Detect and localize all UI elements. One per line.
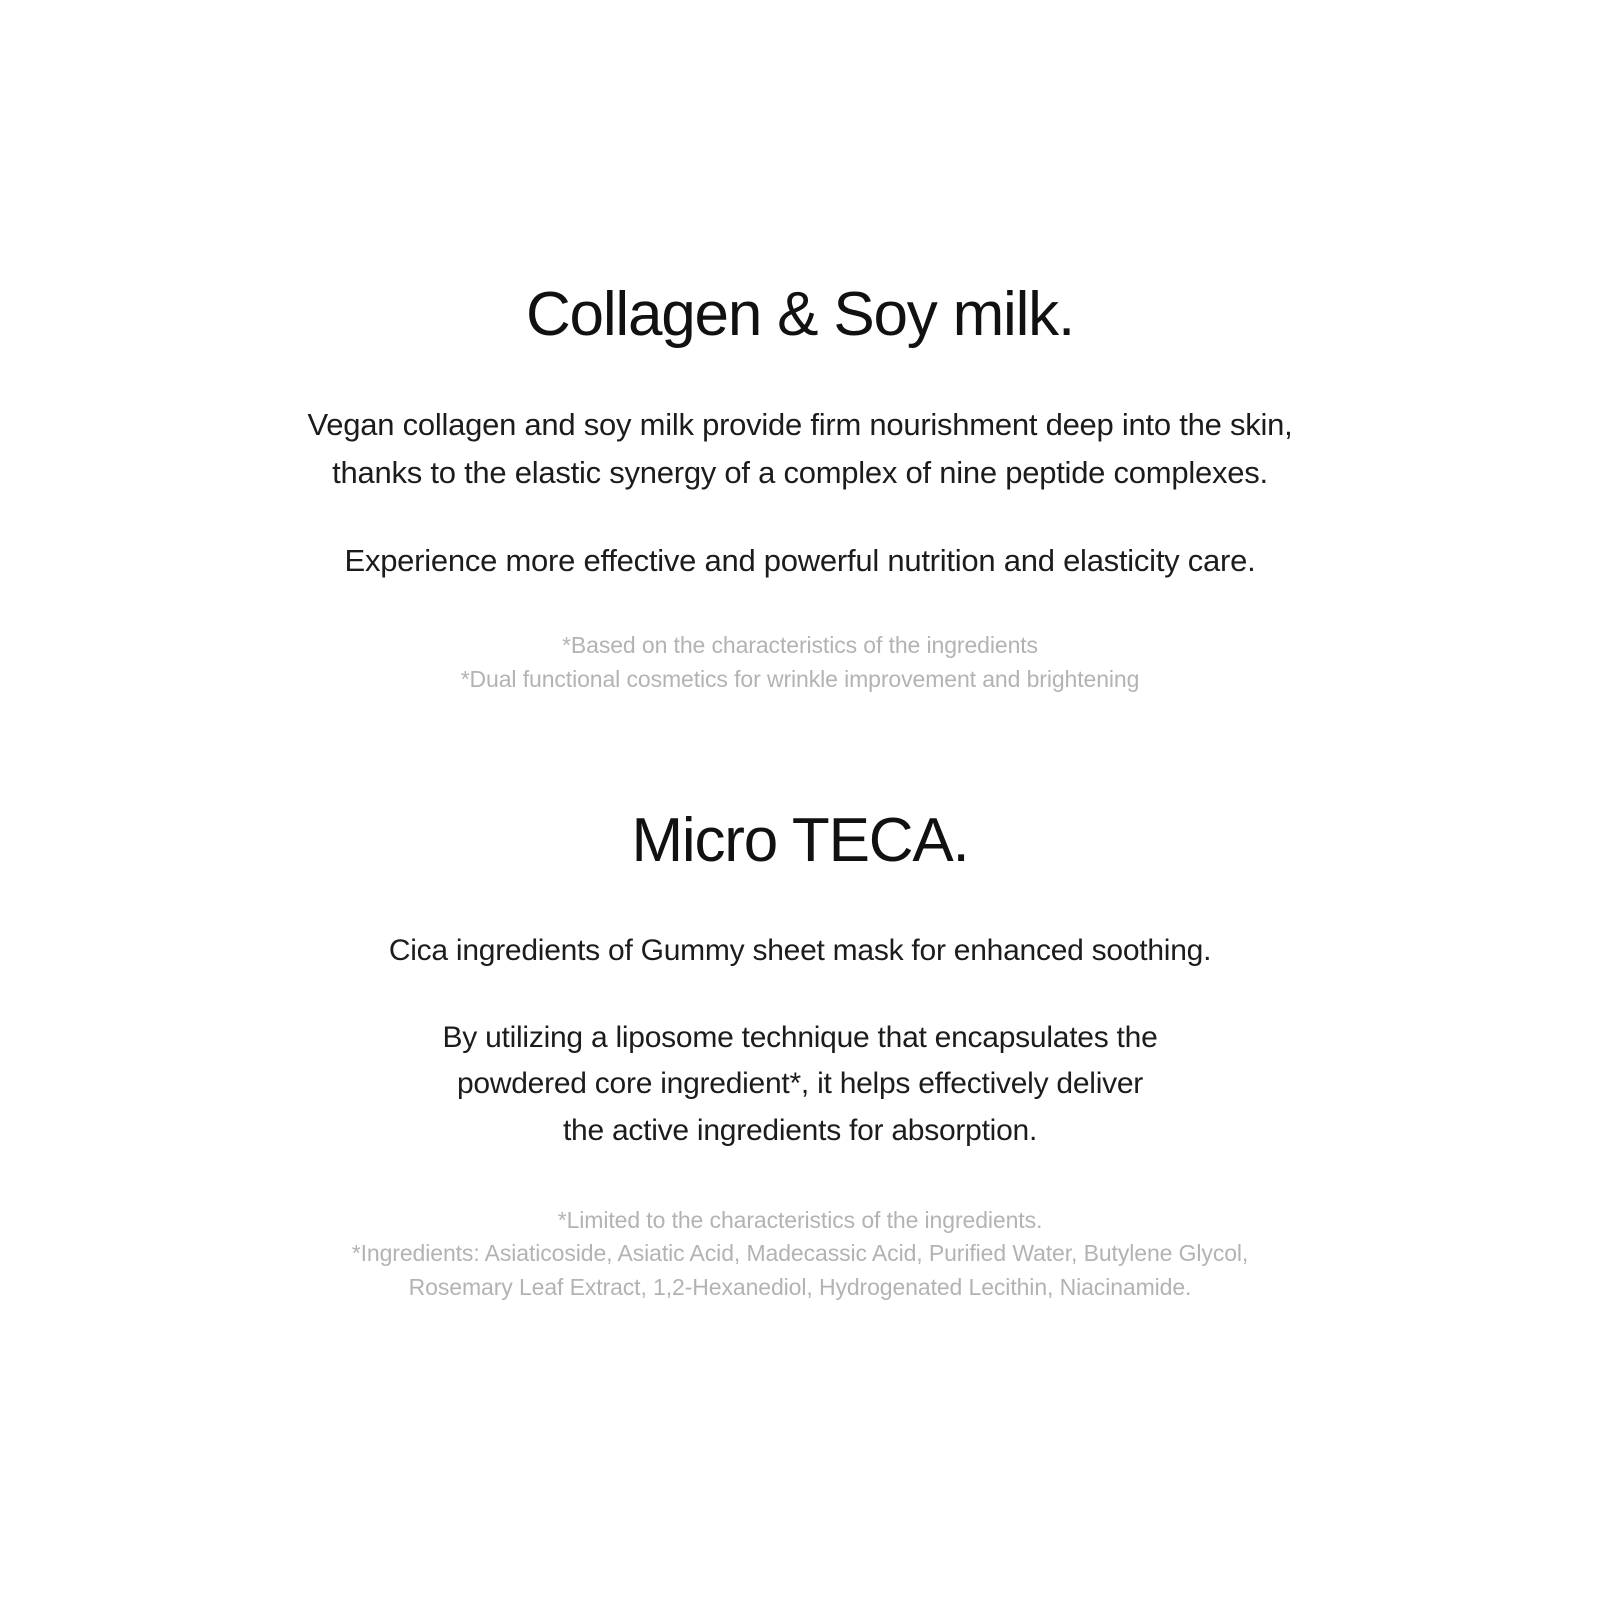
section-1-footnote-line-1: *Based on the characteristics of the ingredients — [562, 632, 1038, 659]
section-1-paragraph-1 — [0, 401, 1600, 497]
section-2-paragraph-1-line-1: Cica ingredients of Gummy sheet mask for enhanced soothing. — [388, 934, 1212, 968]
section-2-paragraph-2-line-1: By utilizing a liposome technique that encapsulates the — [442, 1020, 1158, 1054]
section-2-footnotes — [0, 1204, 1600, 1304]
section-1-footnote-line-2: *Dual functional cosmetics for wrinkle improvement and brightening — [460, 665, 1140, 692]
section-collagen-soy-milk — [0, 282, 1600, 696]
section-2-paragraph-2 — [0, 1015, 1600, 1155]
section-1-paragraph-1-line-1: Vegan collagen and soy milk provide firm nourishment deep into the skin, — [307, 407, 1293, 443]
section-2-paragraph-1 — [0, 928, 1600, 975]
section-1-footnotes — [0, 629, 1600, 696]
section-1-paragraph-1-line-2: thanks to the elastic synergy of a complex of nine peptide complexes. — [332, 455, 1268, 491]
section-1-heading: Collagen & Soy milk. — [525, 280, 1075, 349]
section-2-paragraph-2-line-3: the active ingredients for absorption. — [562, 1113, 1038, 1147]
section-2-footnote-line-3: Rosemary Leaf Extract, 1,2-Hexanediol, Hydrogenated Lecithin, Niacinamide. — [408, 1273, 1192, 1300]
section-2-footnote-line-1: *Limited to the characteristics of the ingredients. — [557, 1207, 1043, 1234]
section-2-paragraph-2-line-2: powdered core ingredient*, it helps effectively deliver — [456, 1067, 1144, 1101]
section-1-paragraph-2-line-1: Experience more effective and powerful nutrition and elasticity care. — [344, 543, 1256, 579]
section-micro-teca — [0, 805, 1600, 1304]
section-1-paragraph-2 — [0, 537, 1600, 585]
section-2-heading: Micro TECA. — [631, 805, 969, 875]
section-2-footnote-line-2: *Ingredients: Asiaticoside, Asiatic Acid, Madecassic Acid, Purified Water, Butylene Glycol, — [351, 1240, 1249, 1267]
